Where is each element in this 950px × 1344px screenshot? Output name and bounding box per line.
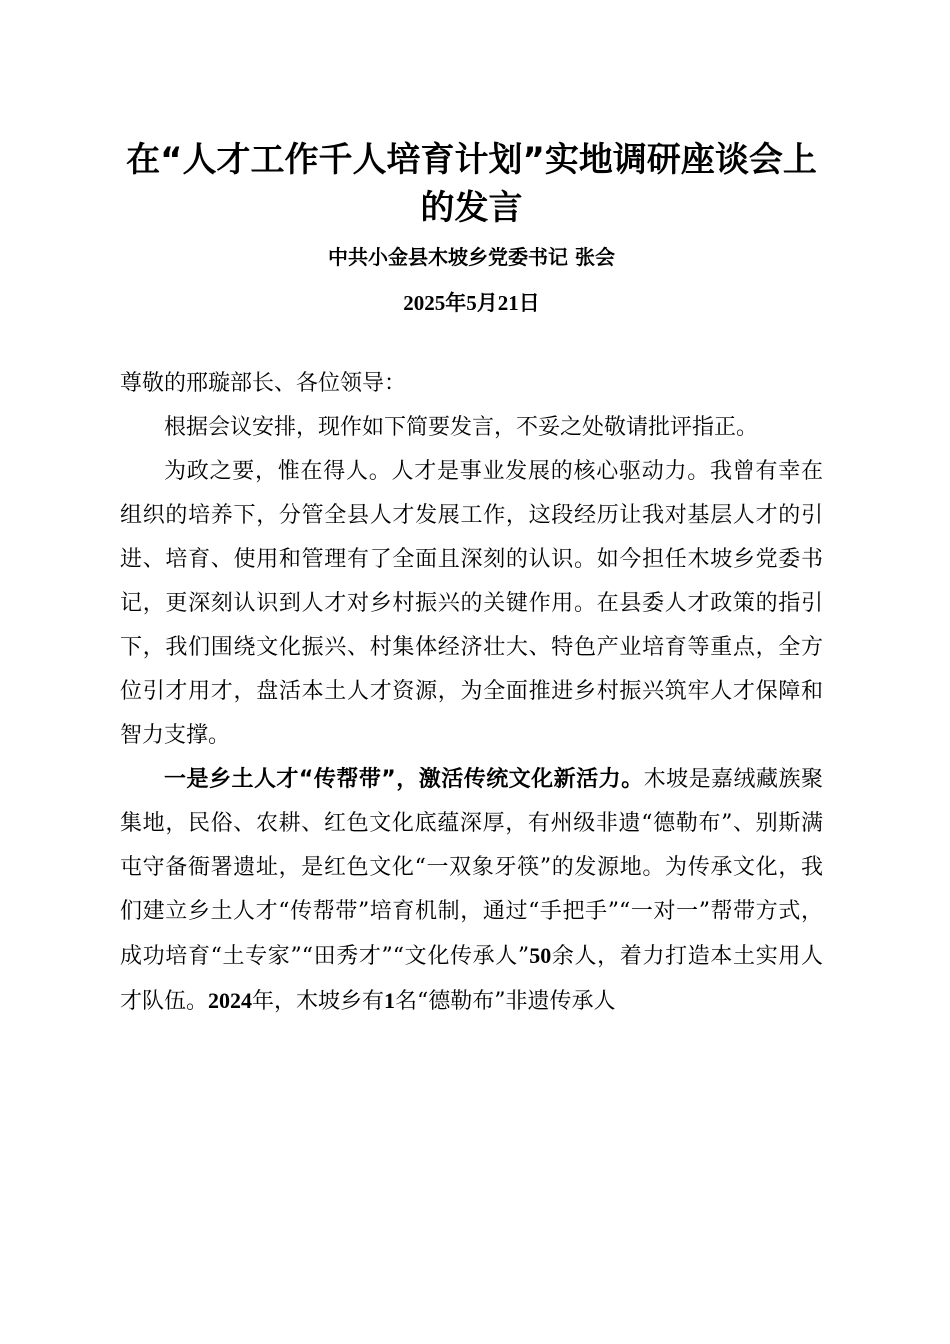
section-1-text-a: 木坡是嘉绒藏族聚集地，民俗、农耕、红色文化底蕴深厚，有州级非遗“德勒布”、别斯满屯守备衙署遗址，是红色文化“一双象牙筷”的发源地。为传承文化，我们建立乡土人才“传帮带”培育机制，通过“手把手”“一对一”帮带方式，成功培育“土专家”“田秀才”“文化传承人”: [120, 767, 823, 969]
section-1-num: 1: [384, 988, 396, 1013]
section-1-text-b: 余人，着力打造本土实用人才队伍。: [120, 944, 823, 1014]
paragraph-section-1: [120, 758, 823, 1024]
paragraph-overview: 为政之要，惟在得人。人才是事业发展的核心驱动力。我曾有幸在组织的培养下，分管全县人才发展工作，这段经历让我对基层人才的引进、培育、使用和管理有了全面且深刻的认识。如今担任木坡乡党委书记，更深刻认识到人才对乡村振兴的关键作用。在县委人才政策的指引下，我们围绕文化振兴、村集体经济壮大、特色产业培育等重点，全方位引才用才，盘活本土人才资源，为全面推进乡村振兴筑牢人才保障和智力支撑。: [120, 459, 823, 748]
paragraph-intro: 根据会议安排，现作如下简要发言，不妥之处敬请批评指正。: [164, 415, 759, 440]
document-page: [120, 0, 823, 1024]
document-body: [120, 362, 823, 1024]
author-line: 中共小金县木坡乡党委书记 张会: [328, 245, 615, 269]
section-1-text-c: 年，木坡乡有: [252, 989, 385, 1014]
section-1-count: 50: [529, 943, 552, 968]
document-title: 在“人才工作千人培育计划”实地调研座谈会上的发言: [126, 140, 817, 228]
greeting: 尊敬的邢璇部长、各位领导：: [120, 371, 407, 396]
section-1-year: 2024: [208, 988, 253, 1013]
section-1-text-d: 名“德勒布”非遗传承人: [395, 989, 616, 1014]
section-1-lead: 一是乡土人才“传帮带”，激活传统文化新活力。: [164, 767, 644, 792]
date-line: 2025年5月21日: [403, 291, 540, 315]
